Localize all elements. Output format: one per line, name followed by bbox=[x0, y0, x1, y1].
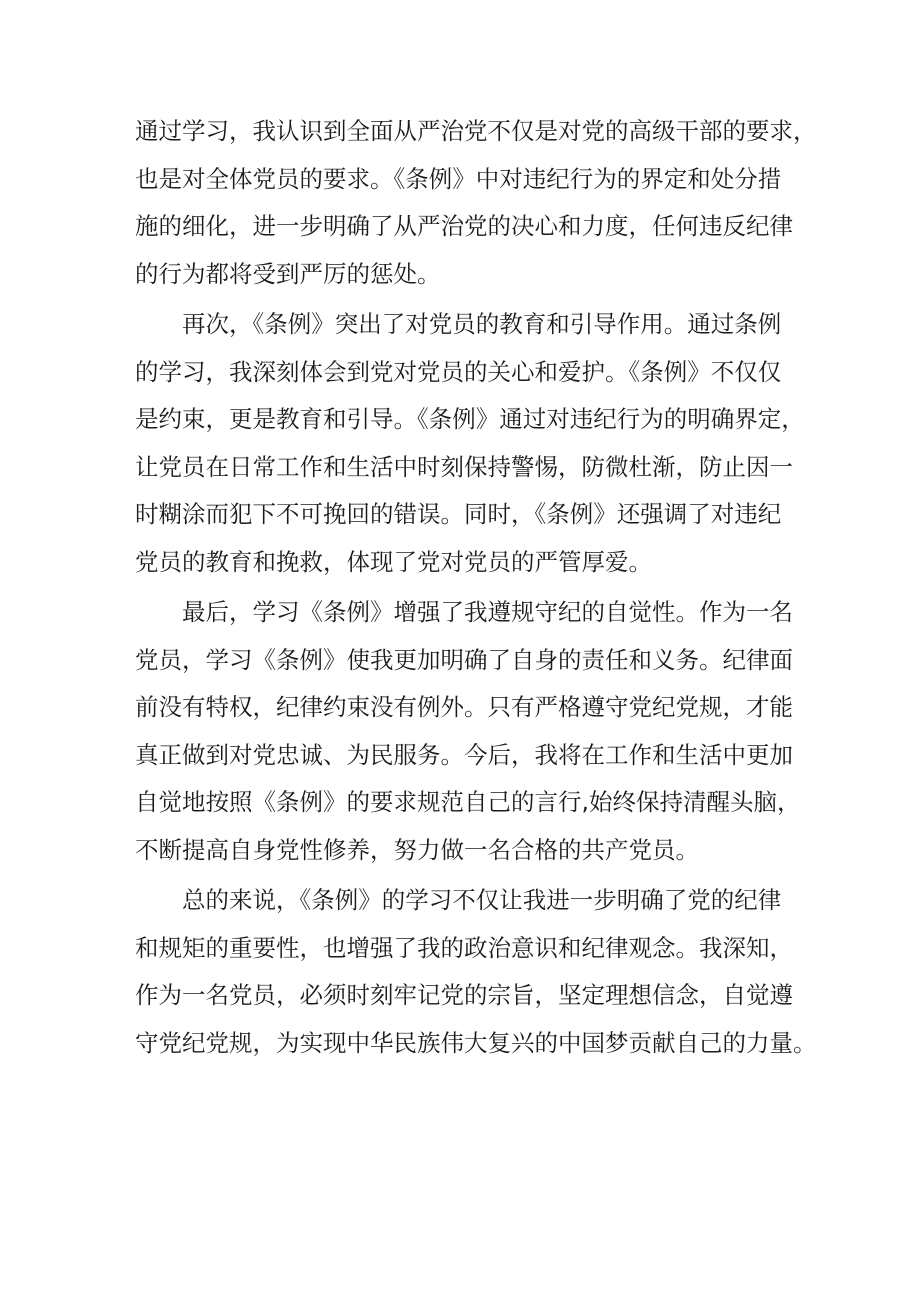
paragraph-line: 通过学习，我认识到全面从严治党不仅是对党的高级干部的要求， bbox=[135, 117, 817, 145]
paragraph-line: 真正做到对党忠诚、为民服务。今后，我将在工作和生活中更加 bbox=[135, 740, 793, 769]
paragraph-4 bbox=[135, 877, 817, 1067]
paragraph-line: 的学习，我深刻体会到党对党员的关心和爱护。《条例》不仅仅 bbox=[135, 357, 782, 386]
paragraph-line: 党员，学习《条例》使我更加明确了自身的责任和义务。纪律面 bbox=[135, 645, 793, 674]
paragraph-line: 党员的教育和挽救，体现了党对党员的严管厚爱。 bbox=[135, 547, 652, 576]
paragraph-line: 自觉地按照《条例》的要求规范自己的言行,始终保持清醒头脑， bbox=[135, 788, 801, 816]
paragraph-2 bbox=[135, 301, 807, 586]
paragraph-line: 总的来说，《条例》的学习不仅让我进一步明确了党的纪律 bbox=[182, 886, 782, 914]
paragraph-line: 前没有特权，纪律约束没有例外。只有严格遵守党纪党规，才能 bbox=[135, 693, 793, 721]
paragraph-line: 作为一名党员，必须时刻牢记党的宗旨，坚定理想信念，自觉遵 bbox=[135, 981, 793, 1009]
paragraph-line: 最后，学习《条例》增强了我遵规守纪的自觉性。作为一名 bbox=[182, 598, 793, 626]
paragraph-line: 时糊涂而犯下不可挽回的错误。同时，《条例》还强调了对违纪 bbox=[135, 500, 782, 528]
paragraph-line: 不断提高自身党性修养，努力做一名合格的共产党员。 bbox=[135, 835, 699, 864]
paragraph-line: 守党纪党规，为实现中华民族伟大复兴的中国梦贡献自己的力量。 bbox=[135, 1028, 817, 1057]
paragraph-line: 和规矩的重要性，也增强了我的政治意识和纪律观念。我深知， bbox=[135, 933, 793, 962]
paragraph-3 bbox=[135, 589, 807, 874]
paragraph-1 bbox=[135, 108, 817, 298]
document-body bbox=[135, 108, 817, 1067]
paragraph-line: 施的细化，进一步明确了从严治党的决心和力度，任何违反纪律 bbox=[135, 212, 793, 240]
paragraph-line: 是约束，更是教育和引导。《条例》通过对违纪行为的明确界定， bbox=[135, 405, 805, 433]
paragraph-line: 再次，《条例》突出了对党员的教育和引导作用。通过条例 bbox=[182, 310, 782, 338]
paragraph-line: 也是对全体党员的要求。《条例》中对违纪行为的界定和处分措 bbox=[135, 164, 782, 193]
paragraph-line: 让党员在日常工作和生活中时刻保持警惕，防微杜渐，防止因一 bbox=[135, 452, 793, 481]
paragraph-line: 的行为都将受到严厉的惩处。 bbox=[135, 259, 441, 288]
